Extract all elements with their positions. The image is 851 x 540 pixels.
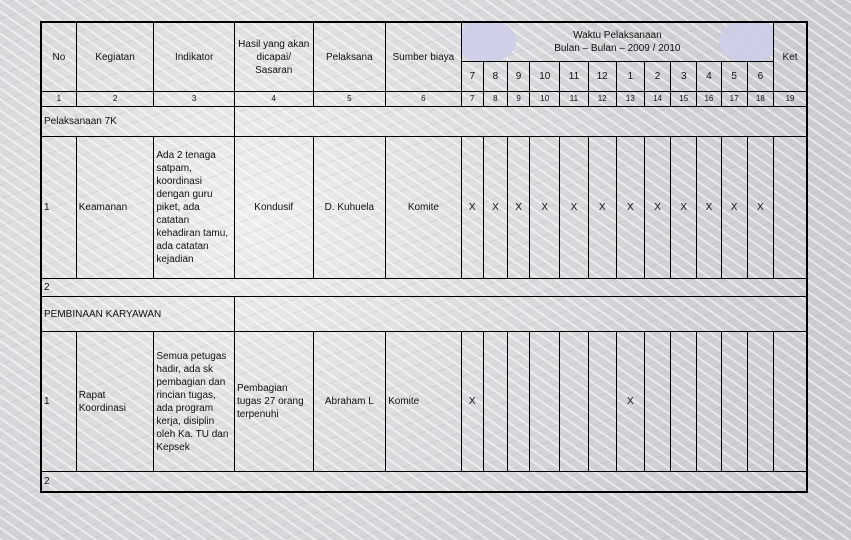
column-number: 16: [697, 92, 721, 107]
month-mark: X: [560, 137, 588, 279]
header-waktu-title: Waktu Pelaksanaan: [573, 30, 662, 41]
month-cell: 3: [671, 62, 697, 92]
row-kegiatan: Keamanan: [76, 137, 154, 279]
column-number: 4: [234, 92, 313, 107]
month-mark: X: [644, 137, 670, 279]
header-kegiatan: Kegiatan: [76, 22, 154, 92]
column-number: 2: [76, 92, 154, 107]
column-number: 7: [461, 92, 483, 107]
month-mark: X: [588, 137, 616, 279]
month-mark: X: [721, 137, 747, 279]
month-cell: 5: [721, 62, 747, 92]
column-number: 12: [588, 92, 616, 107]
row-next-no: 2: [41, 279, 807, 297]
month-mark: X: [616, 332, 644, 472]
table-row: [41, 279, 807, 297]
row-ket: [774, 137, 807, 279]
month-mark: X: [671, 137, 697, 279]
header-no: No: [41, 22, 76, 92]
row-no: 1: [41, 332, 76, 472]
column-number: 11: [560, 92, 588, 107]
month-mark: X: [483, 137, 507, 279]
month-mark: X: [747, 137, 773, 279]
month-mark: [747, 332, 773, 472]
table-row: [41, 472, 807, 492]
row-ket: [774, 332, 807, 472]
column-number: 19: [774, 92, 807, 107]
column-number: 8: [483, 92, 507, 107]
header-waktu-sub: Bulan – Bulan – 2009 / 2010: [554, 43, 681, 54]
row-hasil: Kondusif: [234, 137, 313, 279]
month-cell: 7: [461, 62, 483, 92]
header-waktu-pelaksanaan: [461, 22, 773, 62]
month-cell: 9: [507, 62, 529, 92]
month-mark: [588, 332, 616, 472]
header-ket: Ket: [774, 22, 807, 92]
row-sumber-biaya: Komite: [386, 332, 462, 472]
month-cell: 11: [560, 62, 588, 92]
row-indikator: Ada 2 tenaga satpam, koordinasi dengan guru piket, ada catatan kehadiran tamu, ada catatan kejadian: [154, 137, 235, 279]
column-number: 10: [530, 92, 560, 107]
month-mark: [530, 332, 560, 472]
header-indikator: Indikator: [154, 22, 235, 92]
month-mark: [721, 332, 747, 472]
month-cell: 10: [530, 62, 560, 92]
header-pelaksana: Pelaksana: [313, 22, 386, 92]
column-number: 17: [721, 92, 747, 107]
month-mark: X: [461, 332, 483, 472]
row-no: 1: [41, 137, 76, 279]
month-mark: X: [461, 137, 483, 279]
month-cell: 1: [616, 62, 644, 92]
column-number: 1: [41, 92, 76, 107]
row-next-no: 2: [41, 472, 807, 492]
activity-plan-sheet: [40, 21, 808, 493]
table-row: [41, 137, 807, 279]
month-cell: 8: [483, 62, 507, 92]
column-number: 18: [747, 92, 773, 107]
month-mark: [644, 332, 670, 472]
row-hasil: Pembagian tugas 27 orang terpenuhi: [234, 332, 313, 472]
column-number: 6: [386, 92, 462, 107]
row-pelaksana: Abraham L: [313, 332, 386, 472]
month-cell: 2: [644, 62, 670, 92]
column-number: 5: [313, 92, 386, 107]
month-mark: X: [530, 137, 560, 279]
month-mark: [671, 332, 697, 472]
section-title-row: [41, 297, 807, 332]
row-kegiatan: Rapat Koordinasi: [76, 332, 154, 472]
section-title-row: [41, 107, 807, 137]
activity-plan-table: [40, 21, 808, 493]
column-number: 3: [154, 92, 235, 107]
row-pelaksana: D. Kuhuela: [313, 137, 386, 279]
header-hasil: Hasil yang akan dicapai/ Sasaran: [234, 22, 313, 92]
column-number: 13: [616, 92, 644, 107]
row-sumber-biaya: Komite: [386, 137, 462, 279]
header-sumber-biaya: Sumber biaya: [386, 22, 462, 92]
section-title: PEMBINAAN KARYAWAN: [41, 297, 234, 332]
month-mark: [697, 332, 721, 472]
month-mark: X: [616, 137, 644, 279]
column-number: 9: [507, 92, 529, 107]
month-cell: 4: [697, 62, 721, 92]
month-mark: X: [507, 137, 529, 279]
month-mark: X: [697, 137, 721, 279]
month-cell: 6: [747, 62, 773, 92]
month-mark: [507, 332, 529, 472]
month-mark: [560, 332, 588, 472]
row-indikator: Semua petugas hadir, ada sk pembagian dan rincian tugas, ada program kerja, disiplin oleh Ka. TU dan Kepsek: [154, 332, 235, 472]
table-row: [41, 332, 807, 472]
section-title: Pelaksanaan 7K: [41, 107, 234, 137]
column-number-row: [41, 92, 807, 107]
month-mark: [483, 332, 507, 472]
column-number: 14: [644, 92, 670, 107]
month-cell: 12: [588, 62, 616, 92]
column-number: 15: [671, 92, 697, 107]
